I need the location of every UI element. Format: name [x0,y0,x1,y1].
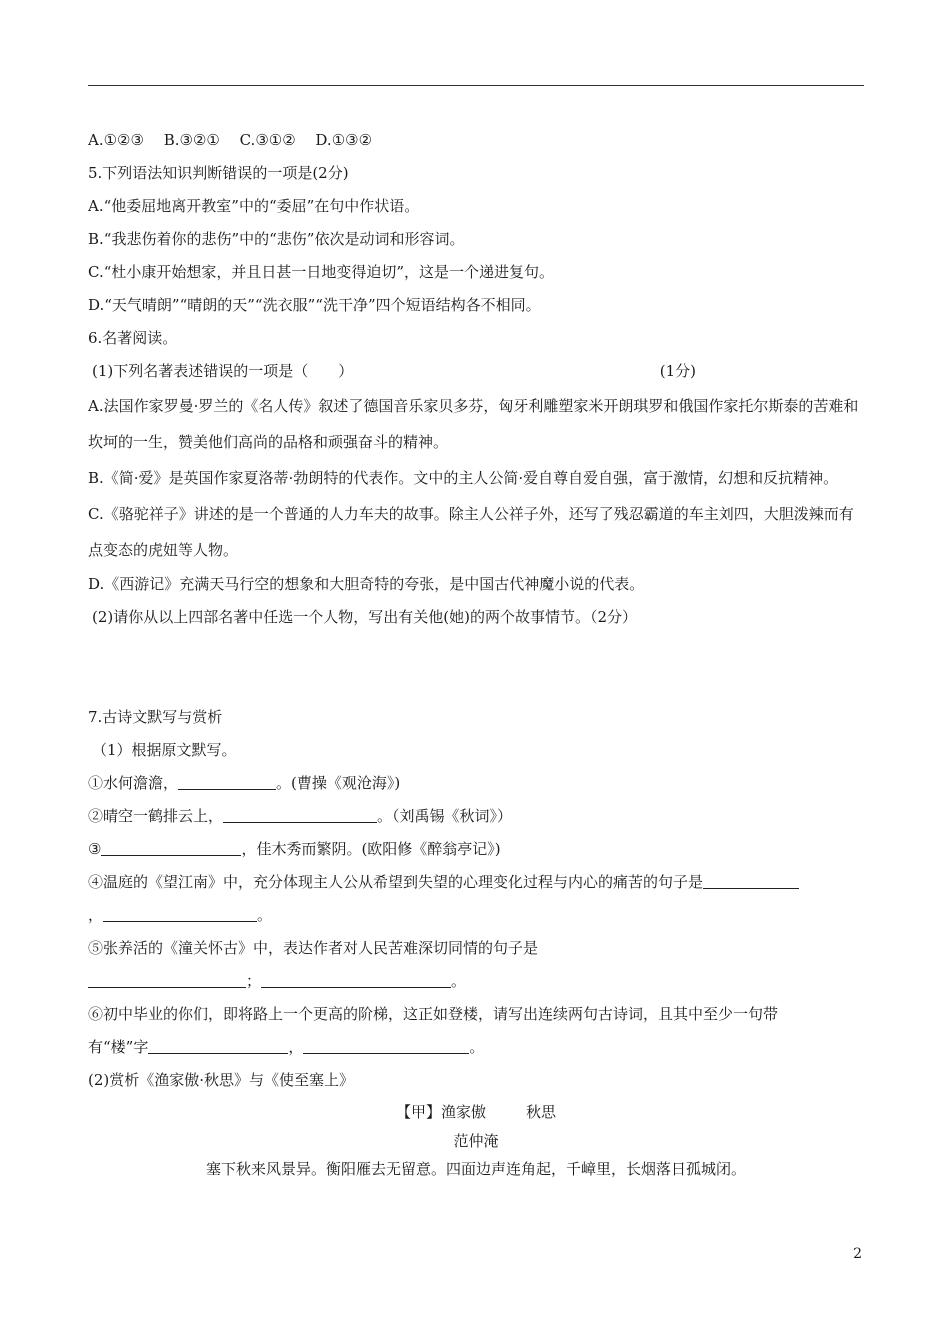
fill-blank[interactable] [178,773,276,790]
q6-option-c: C.《骆驼祥子》讲述的是一个普通的人力车夫的故事。除主人公祥子外，还写了残忍霸道的车主刘四，大胆泼辣而有点变态的虎妞等人物。 [88,505,854,559]
header-rule [88,85,864,86]
fill-blank[interactable] [261,971,451,988]
fill-blank[interactable] [303,1037,469,1054]
q6-stem: 6.名著阅读。 [88,329,178,347]
q7-item-1: ①水何澹澹， 。(曹操《观沧海》) [88,774,401,792]
q6-sub1-stem: (1)下列名著表述错误的一项是（ ） [92,362,354,380]
q6-option-a: A.法国作家罗曼·罗兰的《名人传》叙述了德国音乐家贝多芬，匈牙利雕塑家米开朗琪罗和俄国作家托尔斯泰的苦难和坎坷的一生，赞美他们高尚的品格和顽强奋斗的精神。 [88,397,859,451]
fill-blank[interactable] [148,1037,288,1054]
q7-item-5-cont: ； 。 [88,965,864,998]
fill-blank[interactable] [101,839,241,856]
fill-blank[interactable] [223,806,377,823]
q6-option-b: B.《简·爱》是英国作家夏洛蒂·勃朗特的代表作。文中的主人公简·爱自尊自爱自强，富于激情，幻想和反抗精神。 [88,469,839,487]
q4-options: A.①②③ B.③②① C.③①② D.①③② [88,131,373,149]
q7-sub1: （1）根据原文默写。 [92,741,237,759]
q7-stem: 7.古诗文默写与赏析 [88,708,223,726]
poem-subtitle: 秋思 [526,1103,557,1121]
poem-tag: 【甲】渔家傲 [395,1103,486,1121]
poem-line-1: 塞下秋来风景异。衡阳雁去无留意。四面边声连角起，千嶂里，长烟落日孤城闭。 [205,1160,746,1178]
q6-sub2: (2)请你从以上四部名著中任选一个人物，写出有关他(她)的两个故事情节。（2分） [92,608,637,626]
q7-sub2: (2)赏析《渔家傲·秋思》与《使至塞上》 [88,1071,355,1089]
poem-title [88,1097,864,1127]
q7-item-2: ②晴空一鹤排云上， 。（刘禹锡《秋词》） [88,807,513,825]
fill-blank[interactable] [103,905,257,922]
q7-item-4: ④温庭的《望江南》中，充分体现主人公从希望到失望的心理变化过程与内心的痛苦的句子是 [88,866,864,899]
fill-blank[interactable] [88,971,246,988]
q7-item-3: ③ ，佳木秀而繁阴。(欧阳修《醉翁亭记》) [88,840,501,858]
q5-option-b: B.“我悲伤着你的悲伤”中的“悲伤”依次是动词和形容词。 [88,230,465,248]
q6-sub1-score: (1分) [659,362,696,380]
q6-sub1-row [88,355,864,388]
q5-option-a: A.“他委屈地离开教室”中的“委屈”在句中作状语。 [88,197,420,215]
q7-item-4-cont: ， 。 [88,906,273,924]
q5-option-d: D.“天气晴朗”“晴朗的天”“洗衣服”“洗干净”四个短语结构各不相同。 [88,296,541,314]
exam-content [88,124,864,1183]
q7-item-6-cont: 有“楼”字 ， 。 [88,1038,485,1056]
q7-item-5: ⑤张养活的《潼关怀古》中，表达作者对人民苦难深切同情的句子是 [88,939,539,957]
page-number: 2 [853,1246,862,1262]
fill-blank[interactable] [703,872,799,889]
q6-option-d: D.《西游记》充满天马行空的想象和大胆奇特的夸张，是中国古代神魔小说的代表。 [88,575,645,593]
answer-space [88,634,864,701]
q7-item-6: ⑥初中毕业的你们，即将路上一个更高的阶梯，这正如登楼，请写出连续两句古诗词，且其中至少一句带 [88,1005,779,1023]
q5-option-c: C.“杜小康开始想家，并且日甚一日地变得迫切”，这是一个递进复句。 [88,263,555,281]
poem-author: 范仲淹 [453,1132,499,1150]
q5-stem: 5.下列语法知识判断错误的一项是(2分) [88,164,349,182]
